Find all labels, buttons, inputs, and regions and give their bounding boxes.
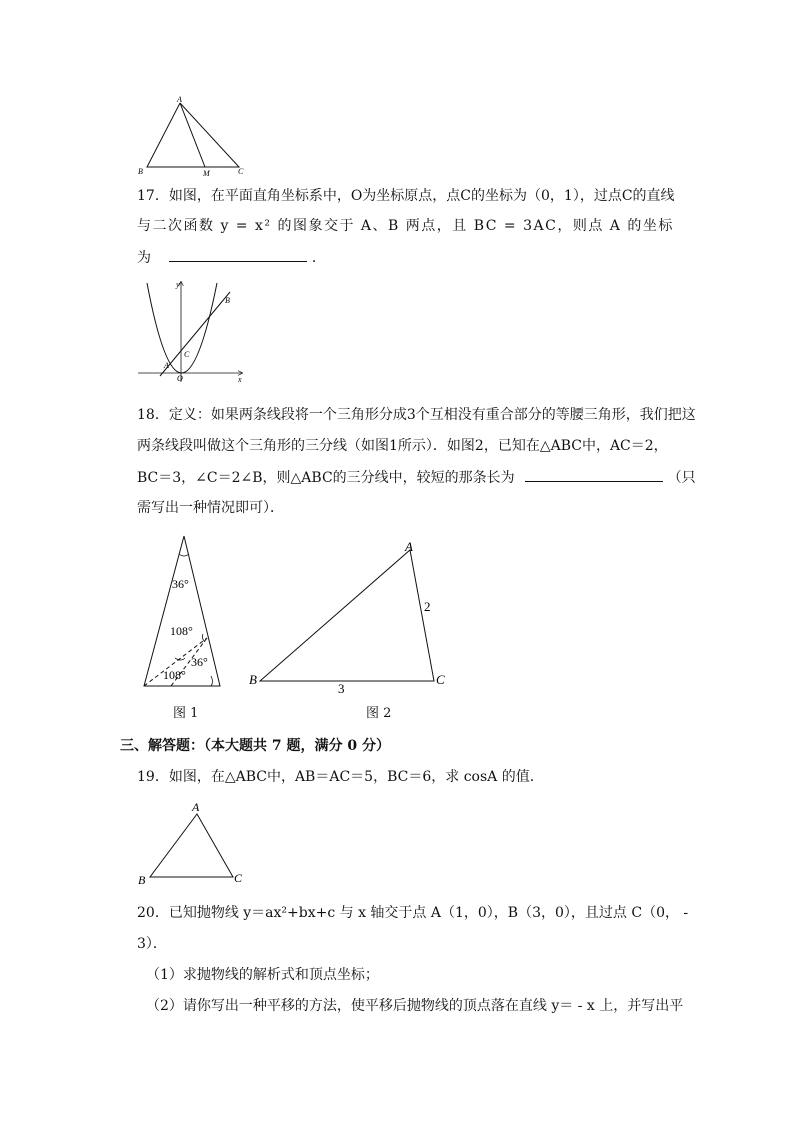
fig1-angle-36-top: 36° [172, 577, 189, 591]
q19-figure [135, 798, 250, 890]
q18-answer-blank[interactable] [525, 467, 663, 482]
q16-figure [135, 95, 255, 180]
q17-answer-blank[interactable] [169, 247, 307, 262]
fig1-angle-108-lower: 108° [163, 668, 186, 682]
fig2-triangle [260, 550, 434, 681]
fig2-label-b: B [249, 672, 257, 687]
q19-label-b: B [138, 873, 146, 887]
fig1-triangle [144, 536, 220, 686]
q17-label-a: A [164, 361, 169, 370]
fig1-angle-108-upper: 108° [170, 624, 193, 638]
q16-segment-am [180, 103, 205, 167]
q18-line-2: 两条线段叫做这个三角形的三分线（如图1所示）．如图2，已知在△ABC中，AC＝2， [137, 438, 668, 454]
q20-part-1: （1）求抛物线的解析式和顶点坐标； [146, 967, 379, 983]
q17-line-3 [137, 247, 326, 268]
q17-line-2: 与二次函数 y = x² 的图象交于 A、B 两点，且 BC = 3AC，则点 A 的坐标 [137, 218, 674, 234]
q18-line-4: 需写出一种情况即可）． [137, 500, 284, 516]
q18-line-3-prefix: BC＝3，∠C＝2∠B，则△ABC的三分线中，较短的那条长为 [137, 470, 515, 486]
q19-triangle [150, 814, 233, 877]
q17-line-3-suffix: ． [311, 250, 326, 266]
q17-label-c: C [184, 350, 190, 359]
q20-line-2: 3）． [137, 936, 167, 952]
section-3-heading: 三、解答题：（本大题共 7 题，满分 0 分） [120, 738, 390, 754]
fig2-label-c: C [436, 672, 445, 687]
q19-label-a: A [192, 800, 200, 814]
figure-1-caption: 图 1 [173, 706, 199, 721]
figure-2-caption: 图 2 [366, 706, 392, 721]
figure-1 [135, 532, 235, 692]
q18-line-1: 18．定义：如果两条线段将一个三角形分成3个互相没有重合部分的等腰三角形，我们把这 [137, 407, 696, 423]
q17-label-b: B [225, 296, 230, 305]
q16-label-a: A [177, 95, 182, 104]
fig2-side-ac: 2 [424, 599, 431, 614]
q17-line-1: 17．如图，在平面直角坐标系中，O为坐标原点，点C的坐标为（0，1），过点C的直线 [137, 188, 675, 204]
q18-line-3-suffix: （只 [667, 470, 696, 486]
fig2-side-bc: 3 [338, 681, 345, 696]
q17-line-ab [160, 292, 230, 376]
q17-figure [138, 278, 248, 386]
fig1-angle-arc-top [179, 554, 189, 556]
fig2-label-a: A [405, 539, 413, 554]
q17-label-y: y [176, 280, 180, 289]
q20-part-2: （2）请你写出一种平移的方法，使平移后抛物线的顶点落在直线 y＝ - x 上，并写出平 [146, 998, 684, 1014]
q17-parabola [147, 283, 217, 373]
q17-label-x: x [238, 375, 242, 384]
q17-line-3-prefix: 为 [137, 250, 151, 266]
fig1-angle-arc-br [211, 676, 213, 686]
fig1-angle-36-lower: 36° [191, 655, 208, 669]
q16-label-b: B [138, 167, 143, 176]
q19-label-c: C [234, 871, 243, 885]
figure-2 [248, 538, 458, 698]
q19-text: 19．如图，在△ABC中，AB＝AC＝5，BC＝6，求 cosA 的值． [137, 769, 544, 785]
q20-line-1: 20．已知抛物线 y＝ax²+bx+c 与 x 轴交于点 A（1，0），B（3，0），且过点 C（0， - [137, 905, 689, 921]
q16-label-m: M [203, 169, 210, 178]
q16-label-c: C [238, 167, 244, 176]
q18-line-3 [137, 467, 696, 488]
q17-label-o: O [177, 374, 183, 383]
